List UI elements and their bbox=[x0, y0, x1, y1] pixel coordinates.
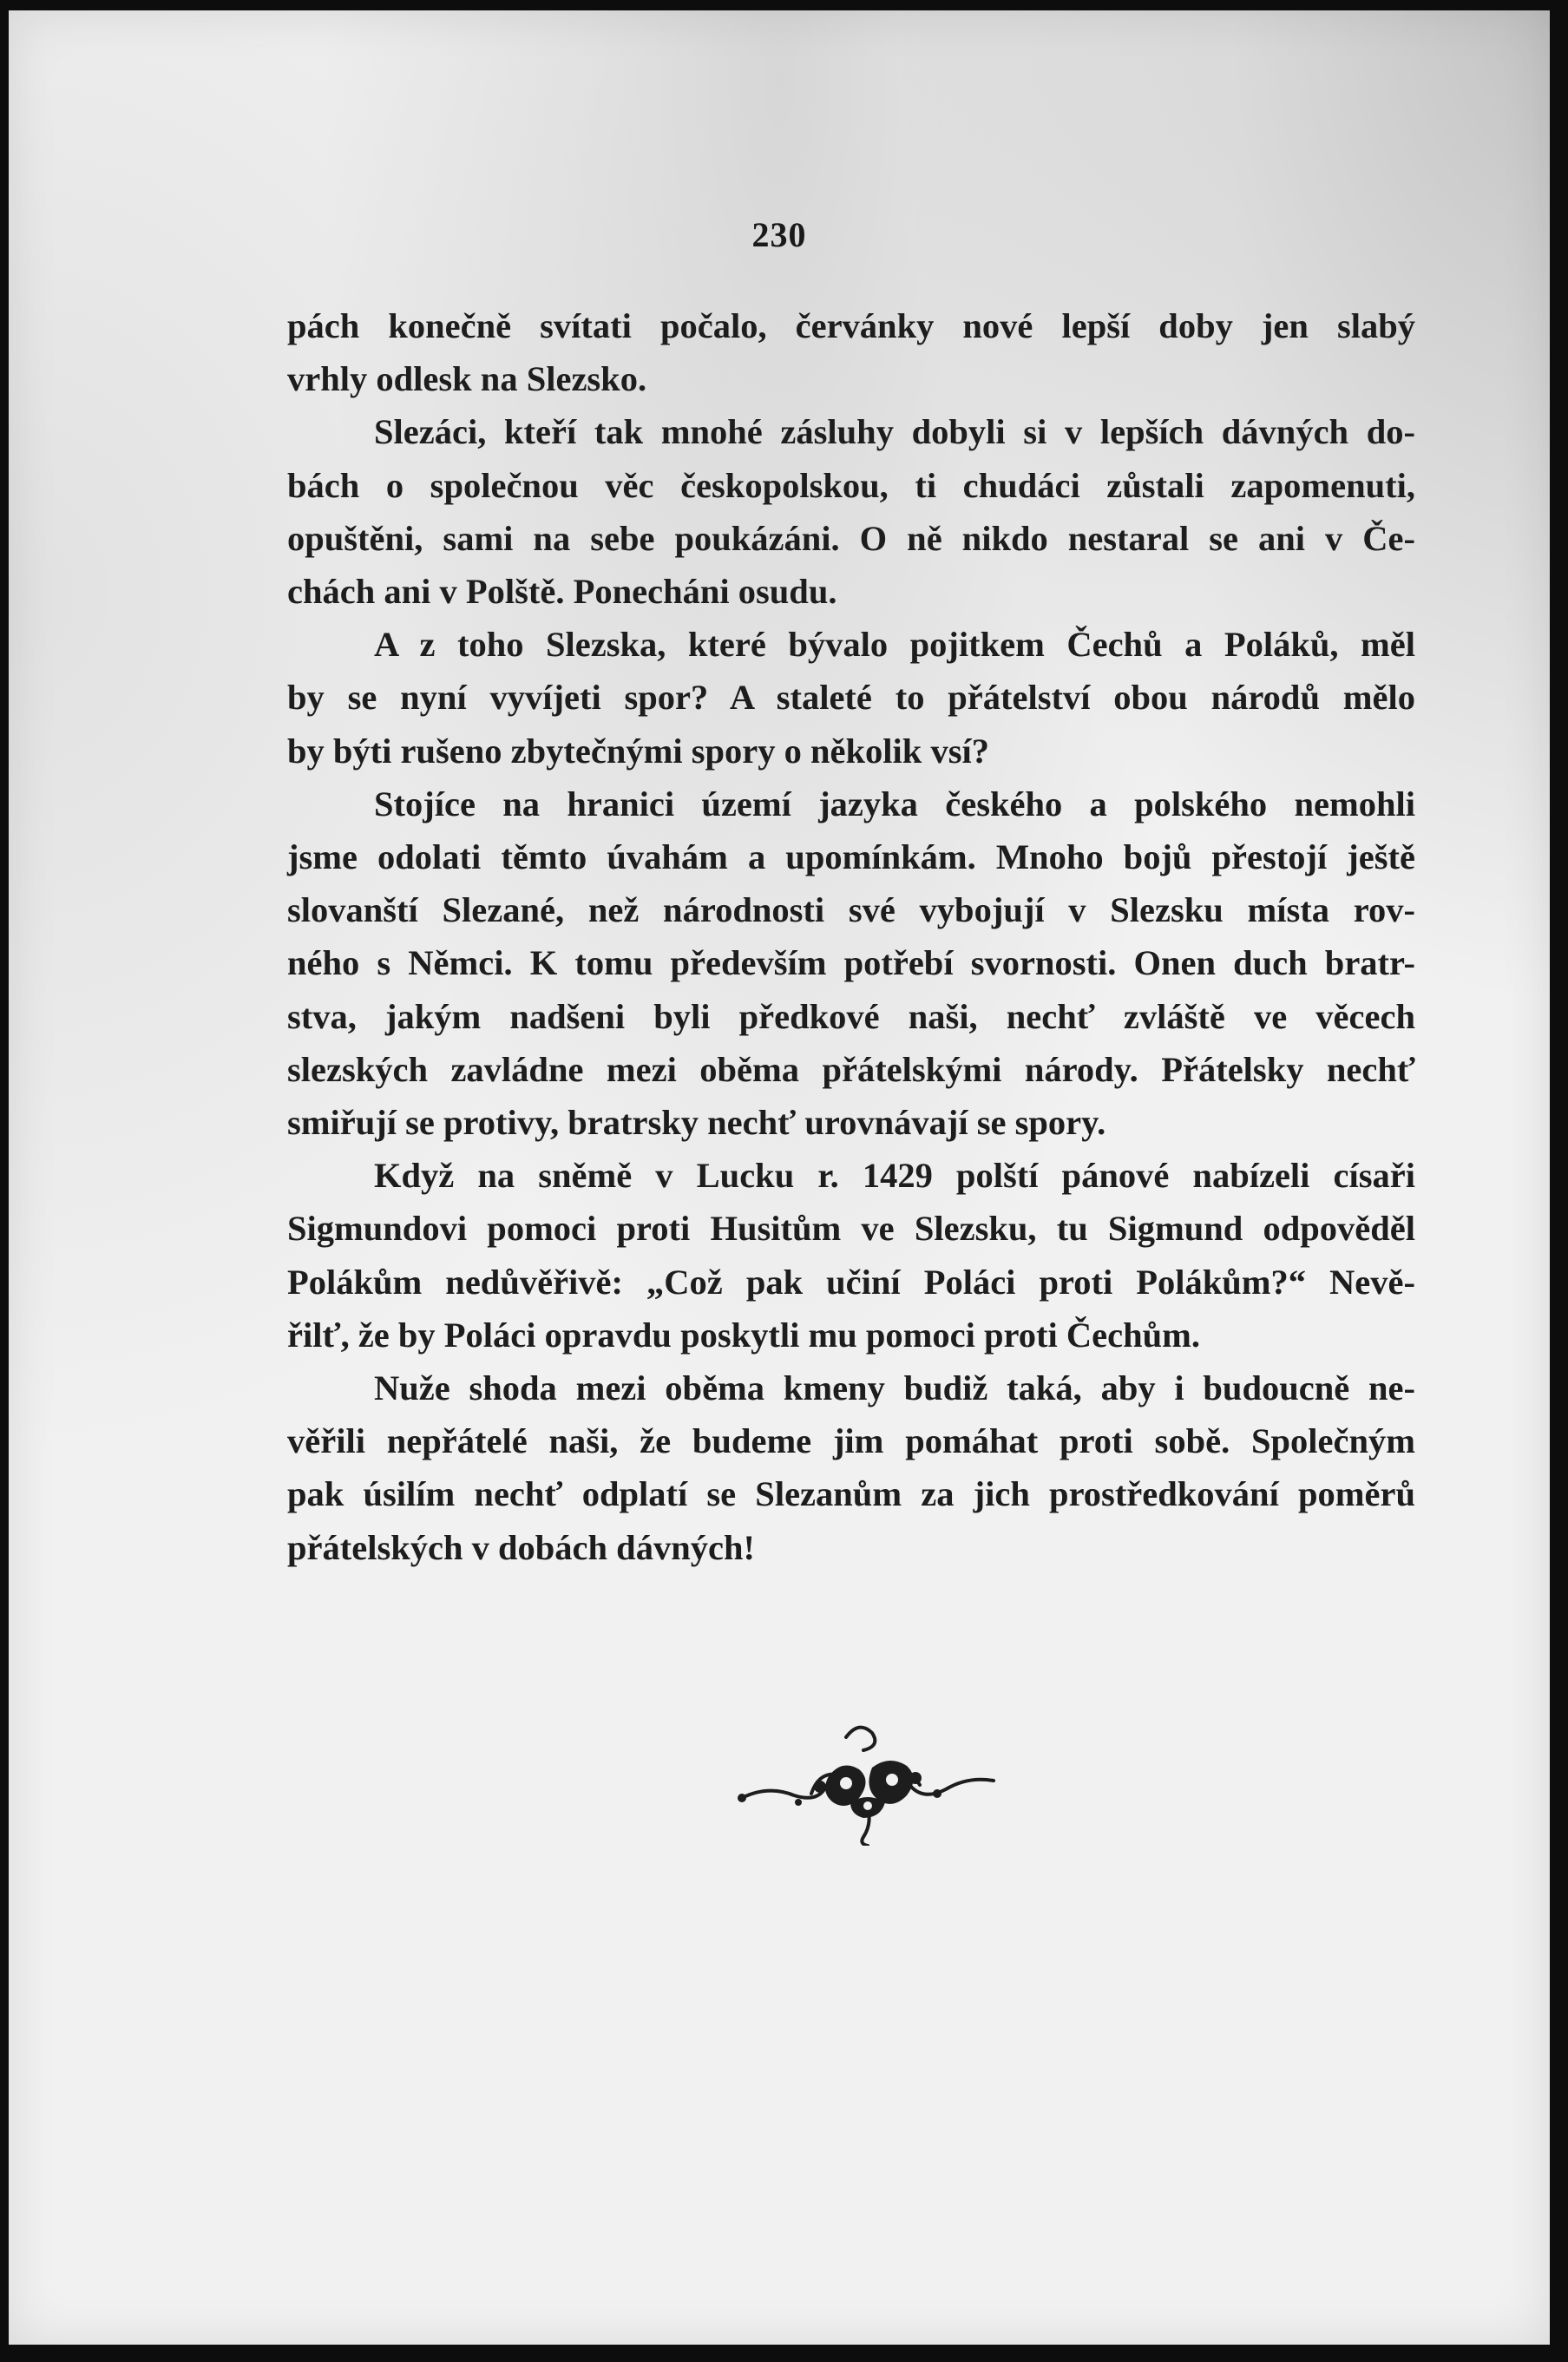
floral-vignette-icon bbox=[733, 1716, 1002, 1846]
text-line: Nuže shoda mezi oběma kmeny budiž taká, aby i budoucně ne- bbox=[374, 1368, 1415, 1408]
text-line: věřili nepřátelé naši, že budeme jim pomáhat proti sobě. Společným bbox=[287, 1421, 1415, 1461]
text-line: by býti rušeno zbytečnými spory o několik vsí? bbox=[287, 731, 989, 771]
paragraph-4 bbox=[287, 777, 1415, 1149]
paragraph-6 bbox=[287, 1361, 1415, 1574]
text-line: vrhly odlesk na Slezsko. bbox=[287, 359, 647, 399]
text-line: bách o společnou věc českopolskou, ti chudáci zůstali zapomenuti, bbox=[287, 465, 1415, 505]
paragraph-1 bbox=[287, 299, 1415, 405]
text-line: Stojíce na hranici území jazyka českého a polského nemohli bbox=[374, 784, 1415, 823]
text-line: Sigmundovi pomoci proti Husitům ve Slezsku, tu Sigmund odpověděl bbox=[287, 1209, 1415, 1249]
paragraph-3 bbox=[287, 618, 1415, 777]
body-text bbox=[287, 299, 1415, 1574]
text-line: slezských zavládne mezi oběma přátelskými národy. Přátelsky nechť bbox=[287, 1049, 1415, 1089]
text-line: řilť, že by Poláci opravdu poskytli mu pomoci proti Čechům. bbox=[287, 1315, 1200, 1355]
paragraph-2 bbox=[287, 405, 1415, 618]
text-line: jsme odolati těmto úvahám a upomínkám. Mnoho bojů přestojí ještě bbox=[287, 837, 1415, 877]
text-line: opuštěni, sami na sebe poukázáni. O ně nikdo nestaral se ani v Če- bbox=[287, 518, 1415, 558]
paragraph-5 bbox=[287, 1149, 1415, 1361]
text-line: chách ani v Polště. Ponecháni osudu. bbox=[287, 572, 837, 612]
book-page bbox=[9, 10, 1550, 2345]
text-line: pách konečně svítati počalo, červánky nové lepší doby jen slabý bbox=[287, 306, 1415, 345]
text-line: Slezáci, kteří tak mnohé zásluhy dobyli si v lepších dávných do- bbox=[374, 412, 1415, 452]
text-line: Když na sněmě v Lucku r. 1429 polští pánové nabízeli císaři bbox=[374, 1156, 1415, 1196]
text-line: A z toho Slezska, které bývalo pojitkem Čechů a Poláků, měl bbox=[374, 625, 1415, 665]
text-line: Polákům nedůvěřivě: „Což pak učiní Poláci proti Polákům?“ Nevě- bbox=[287, 1262, 1415, 1302]
text-line: přátelských v dobách dávných! bbox=[287, 1527, 755, 1567]
text-line: smiřují se protivy, bratrsky nechť urovnávají se spory. bbox=[287, 1103, 1106, 1143]
text-line: stva, jakým nadšeni byli předkové naši, nechť zvláště ve věcech bbox=[287, 996, 1415, 1036]
text-line: pak úsilím nechť odplatí se Slezanům za jich prostředkování poměrů bbox=[287, 1474, 1415, 1514]
text-line: ného s Němci. K tomu především potřebí svornosti. Onen duch bratr- bbox=[287, 943, 1415, 983]
page-number: 230 bbox=[751, 215, 807, 254]
text-line: by se nyní vyvíjeti spor? A staleté to přátelství obou národů mělo bbox=[287, 678, 1415, 718]
text-line: slovanští Slezané, než národnosti své vybojují v Slezsku místa rov- bbox=[287, 890, 1415, 930]
